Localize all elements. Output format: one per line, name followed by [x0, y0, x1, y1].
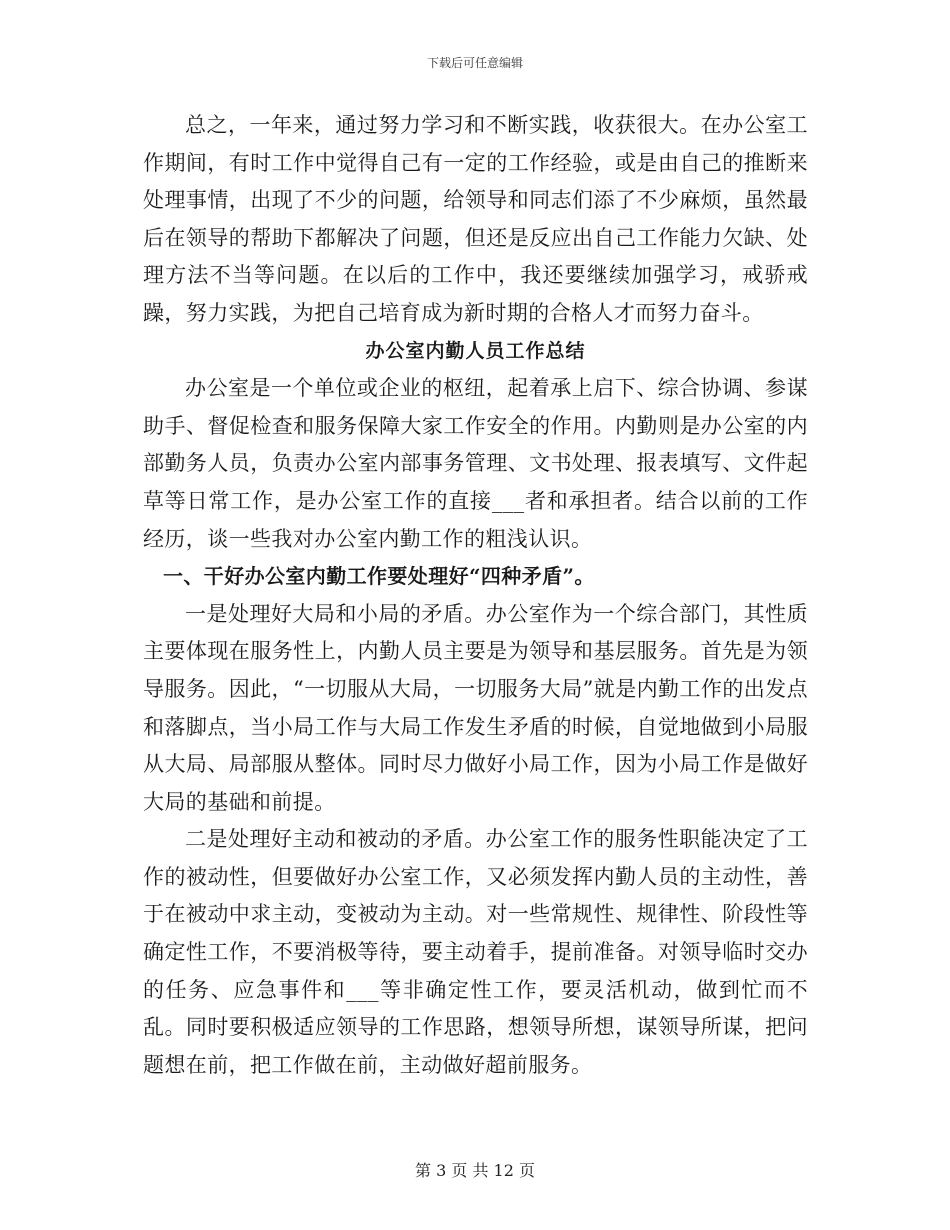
paragraph-intro: 办公室是一个单位或企业的枢纽，起着承上启下、综合协调、参谋助手、督促检查和服务保障大家工作安全的作用。内勤则是办公室的内部勤务人员，负责办公室内部事务管理、文书处理、报表填写、文件起草等日常工作，是办公室工作的直接___者和承担者。结合以前的工作经历，谈一些我对办公室内勤工作的粗浅认识。: [143, 376, 808, 551]
paragraph-conclusion: 总之，一年来，通过努力学习和不断实践，收获很大。在办公室工作期间，有时工作中觉得自己有一定的工作经验，或是由自己的推断来处理事情，出现了不少的问题，给领导和同志们添了不少麻烦，虽然最后在领导的帮助下都解决了问题，但还是反应出自己工作能力欠缺、处理方法不当等问题。在以后的工作中，我还要继续加强学习，戒骄戒躁，努力实践，为把自己培育成为新时期的合格人才而努力奋斗。: [143, 113, 808, 325]
section-heading: 一、干好办公室内勤工作要处理好“四种矛盾”。: [163, 564, 595, 589]
page-number: 第 3 页 共 12 页: [415, 1161, 535, 1180]
document-body: [143, 107, 808, 1084]
page-header-note: 下载后可任意编辑: [426, 56, 523, 70]
article-title: 办公室内勤人员工作总结: [365, 339, 586, 362]
paragraph-point-one: 一是处理好大局和小局的矛盾。办公室作为一个综合部门，其性质主要体现在服务性上，内勤人员主要是为领导和基层服务。首先是为领导服务。因此，“一切服从大局，一切服务大局”就是内勤工作的出发点和落脚点，当小局工作与大局工作发生矛盾的时候，自觉地做到小局服从大局、局部服从整体。同时尽力做好小局工作，因为小局工作是做好大局的基础和前提。: [143, 601, 808, 814]
paragraph-point-two: 二是处理好主动和被动的矛盾。办公室工作的服务性职能决定了工作的被动性，但要做好办公室工作，又必须发挥内勤人员的主动性，善于在被动中求主动，变被动为主动。对一些常规性、规律性、阶段性等确定性工作，不要消极等待，要主动着手，提前准备。对领导临时交办的任务、应急事件和___等非确定性工作，要灵活机动，做到忙而不乱。同时要积极适应领导的工作思路，想领导所想，谋领导所谋，把问题想在前，把工作做在前，主动做好超前服务。: [143, 827, 808, 1077]
